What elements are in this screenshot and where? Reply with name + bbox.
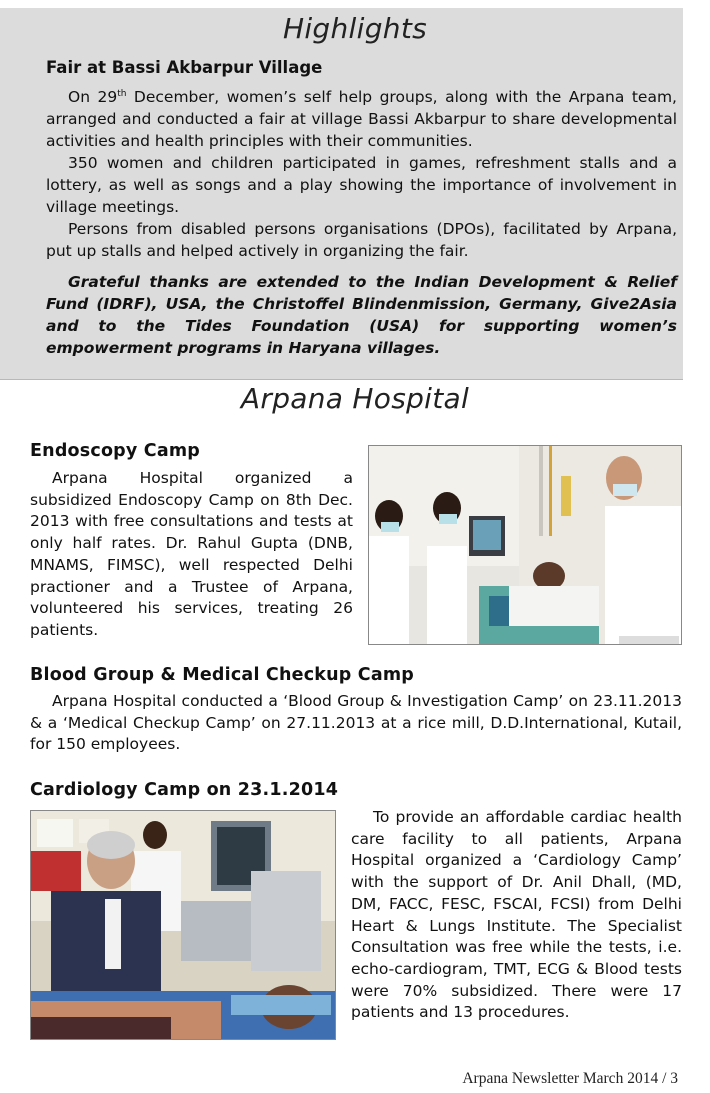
- cardiology-heading: Cardiology Camp on 23.1.2014: [30, 780, 339, 800]
- highlights-title: Highlights: [283, 12, 427, 45]
- endoscopy-photo-image: [369, 446, 682, 645]
- blood-camp-text: Arpana Hospital conducted a ‘Blood Group & Investigation Camp’ on 23.11.2013 & a ‘Medical Checkup Camp’ on 27.11.2013 at a rice mill, D.D.International, Kutail, for 150 employees.: [30, 692, 682, 754]
- fair-heading: Fair at Bassi Akbarpur Village: [46, 58, 323, 77]
- page-footer: Arpana Newsletter March 2014 / 3: [462, 1070, 678, 1087]
- highlights-box: [0, 8, 683, 380]
- fair-body: [46, 86, 677, 262]
- thanks-note: Grateful thanks are extended to the Indian Development & Relief Fund (IDRF), USA, the Christoffel Blindenmission, Germany, Give2Asia and to the Tides Foundation (USA) for supporting women’s empowerment programs in Haryana villages.: [46, 273, 677, 357]
- cardiology-text: To provide an affordable cardiac health care facility to all patients, Arpana Hospital organized a ‘Cardiology Camp’ with the support of Dr. Anil Dhall, (MD, DM, FACC, FESC, FSCAI, FCSI) from Delhi Heart & Lungs Institute. The Specialist Consultation was free while the tests, i.e. echo-cardiogram, TMT, ECG & Blood tests were 70% subsidized. There were 17 patients and 13 procedures.: [351, 808, 682, 1022]
- fair-paragraph-2: 350 women and children participated in games, refreshment stalls and a lottery, as well as songs and a play showing the importance of involvement in village meetings.: [46, 154, 677, 216]
- cardiology-photo: [30, 810, 336, 1040]
- endoscopy-photo: [368, 445, 682, 645]
- fair-paragraph-3: Persons from disabled persons organisations (DPOs), facilitated by Arpana, put up stalls and helped actively in organizing the fair.: [46, 220, 677, 260]
- endoscopy-text: Arpana Hospital organized a subsidized Endoscopy Camp on 8th Dec. 2013 with free consultations and tests at only half rates. Dr. Rahul Gupta (DNB, MNAMS, FIMSC), well respected Delhi practioner and a Trustee of Arpana, volunteered his services, treating 26 patients.: [30, 469, 353, 639]
- endoscopy-heading: Endoscopy Camp: [30, 441, 201, 461]
- fair-paragraph-1: On 29th December, women’s self help groups, along with the Arpana team, arranged and conducted a fair at village Bassi Akbarpur to share developmental activities and health principles with their communities.: [46, 88, 677, 150]
- hospital-section-title: Arpana Hospital: [240, 382, 470, 415]
- blood-camp-heading: Blood Group & Medical Checkup Camp: [30, 665, 415, 685]
- cardiology-photo-image: [31, 811, 336, 1040]
